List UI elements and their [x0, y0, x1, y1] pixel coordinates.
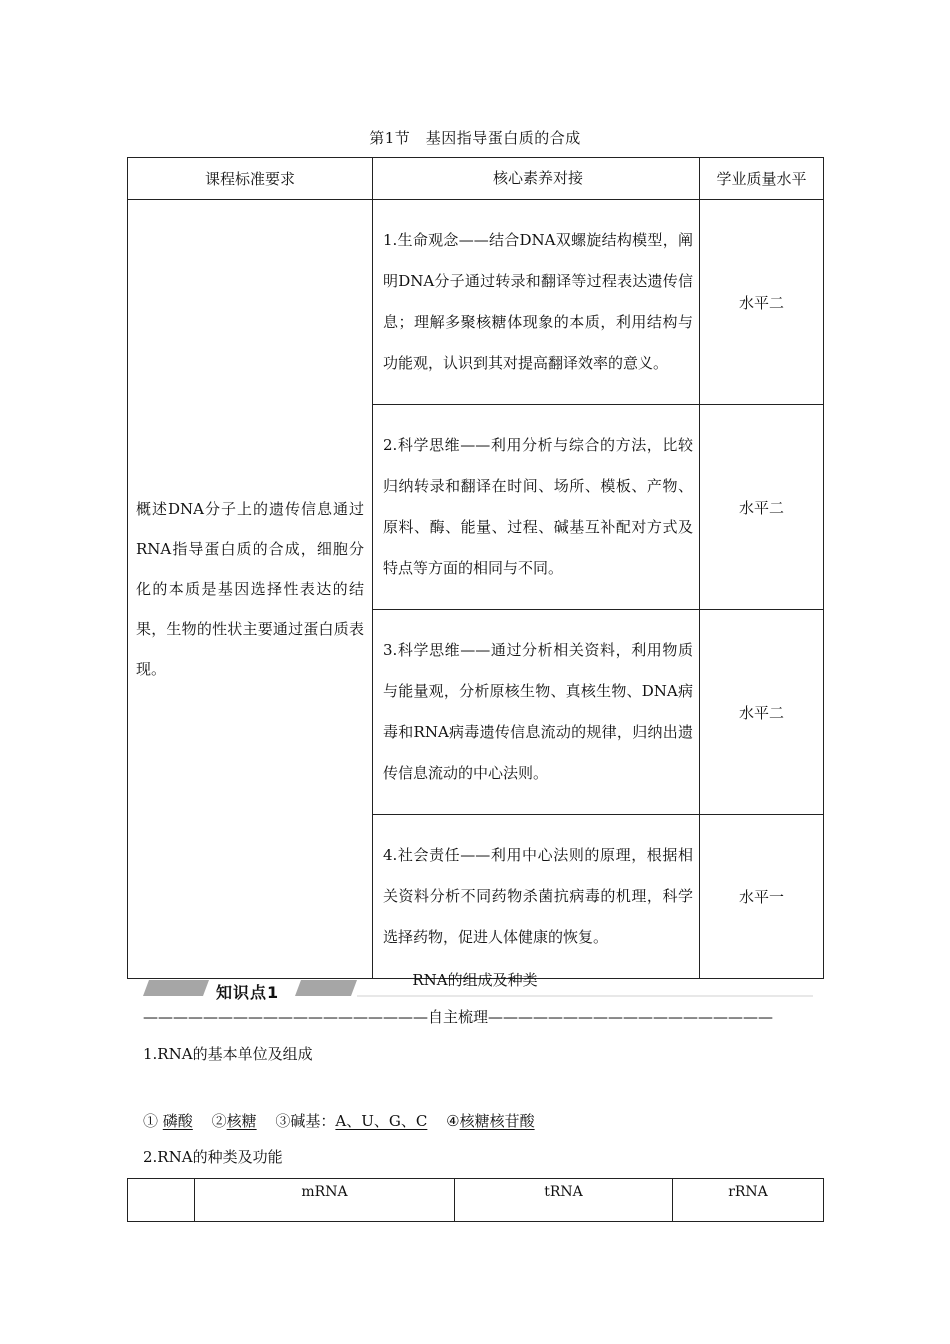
quality-level-cell: 水平二: [700, 405, 824, 610]
answer-4: 核糖核苷酸: [459, 1112, 535, 1130]
answer-4-mark: ④: [446, 1112, 460, 1130]
knowledge-point-title: RNA的组成及种类: [412, 971, 538, 989]
core-literacy-cell: 2.科学思维——利用分析与综合的方法，比较归纳转录和翻译在时间、场所、模板、产物、原料、酶、能量、过程、碱基互补配对方式及特点等方面的相同与不同。: [373, 405, 700, 610]
rna-types-table: [127, 1178, 824, 1222]
header-level: 学业质量水平: [700, 158, 824, 200]
curriculum-requirement: 概述DNA分子上的遗传信息通过RNA指导蛋白质的合成，细胞分化的本质是基因选择性表达的结果，生物的性状主要通过蛋白质表现。: [128, 200, 373, 979]
answer-3: A、U、G、C: [335, 1112, 428, 1130]
self-study-divider: ———————————————————自主梳理———————————————————: [143, 1008, 774, 1026]
table-row: [128, 200, 824, 405]
core-literacy-cell: 3.科学思维——通过分析相关资料，利用物质与能量观，分析原核生物、真核生物、DNA病毒和RNA病毒遗传信息流动的规律，归纳出遗传信息流动的中心法则。: [373, 610, 700, 815]
header-standard: 课程标准要求: [128, 158, 373, 200]
header-core: 核心素养对接: [373, 158, 700, 200]
answer-2: 核糖: [226, 1112, 257, 1130]
answer-1: 磷酸: [162, 1112, 193, 1130]
quality-level-cell: 水平二: [700, 610, 824, 815]
table-header-row: [128, 158, 824, 200]
item2-heading: 2.RNA的种类及功能: [143, 1148, 283, 1166]
answer-3-prefix: ③碱基：: [275, 1112, 336, 1130]
quality-level-cell: 水平二: [700, 200, 824, 405]
curriculum-standards-table: [127, 157, 824, 979]
quality-level-cell: 水平一: [700, 815, 824, 979]
core-literacy-cell: 4.社会责任——利用中心法则的原理，根据相关资料分析不同药物杀菌抗病毒的机理，科学选择药物，促进人体健康的恢复。: [373, 815, 700, 979]
header-mrna: mRNA: [195, 1179, 455, 1222]
answer-2-mark: ②: [211, 1112, 227, 1130]
answer-line: [143, 1110, 535, 1131]
section-title: 第1节 基因指导蛋白质的合成: [369, 129, 581, 147]
knowledge-point-badge: 知识点1: [216, 983, 280, 1002]
table-header-row: [128, 1179, 824, 1222]
header-rrna: rRNA: [673, 1179, 824, 1222]
item1-heading: 1.RNA的基本单位及组成: [143, 1045, 313, 1063]
header-empty: [128, 1179, 195, 1222]
header-trna: tRNA: [455, 1179, 673, 1222]
answer-1-mark: ①: [143, 1112, 159, 1130]
core-literacy-cell: 1.生命观念——结合DNA双螺旋结构模型，阐明DNA分子通过转录和翻译等过程表达遗传信息；理解多聚核糖体现象的本质，利用结构与功能观，认识到其对提高翻译效率的意义。: [373, 200, 700, 405]
